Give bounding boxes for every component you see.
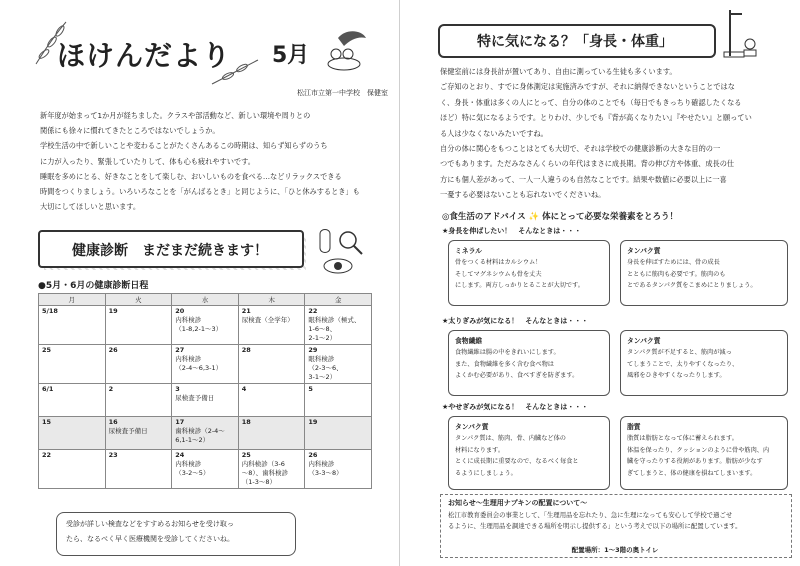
calendar-week-row (39, 450, 372, 489)
calendar-day-cell (305, 384, 372, 417)
magnifier-eye-icon (314, 226, 370, 278)
body-line: く、身長・体重は多くの人にとって、自分の体のことでも（毎日でもきっちり確認したくなる (440, 97, 742, 107)
calendar-event: 眼科検診 （2-3～6、 3-1～2） (308, 355, 343, 381)
calendar-day-cell (39, 384, 106, 417)
intro-line: 睡眠を多めにとる、好きなことをして楽しむ、おいしいものを食べる…などリラックスできる (40, 171, 342, 181)
calendar-week-row (39, 384, 372, 417)
body-line: ほど）特に気になるようです。とりわけ、少しでも『背が高くなりたい』『やせたい』と願ってい (440, 113, 752, 123)
calendar-header-cell: 金 (305, 294, 372, 306)
calendar-date: 26 (308, 451, 318, 459)
nutrient-card (448, 416, 610, 490)
calendar-day-cell (172, 306, 239, 345)
note-line: たら、なるべく早く医療機関を受診してくださいね。 (66, 535, 234, 543)
schedule-title: ●5月・6月の健康診断日程 (38, 281, 149, 291)
nutrient-name: タンパク質 (455, 423, 489, 431)
intro-text (40, 108, 380, 214)
body-line: つでもあります。ただみなさんくらいの年代はまさに成長期。背の伸び方や体重、成長の仕 (440, 159, 735, 169)
nutrient-name: 食物繊維 (455, 337, 483, 345)
calendar-date: 29 (308, 346, 318, 354)
calendar-event: 歯科検診（2-4～ 6,1-1～2） (175, 427, 225, 444)
body-line: 一憂する必要はないことも忘れないでくださいね。 (440, 190, 606, 200)
calendar-header-cell: 木 (238, 294, 305, 306)
calendar-day-cell (238, 306, 305, 345)
month-label: 5月 (272, 43, 310, 68)
calendar-date: 2 (108, 385, 114, 393)
calendar-event: 尿検査予備日 (175, 394, 215, 402)
calendar-event: 眼科検診（極式、 1-6～8、 2-1～2） (308, 316, 361, 342)
calendar-date: 27 (175, 346, 185, 354)
calendar-date: 20 (175, 307, 185, 315)
intro-line: 時間をつくりましょう。いろいろなことを「がんばるとき」と同じように、「ひと休みするとき」も (40, 187, 360, 197)
nutrient-name: 脂質 (627, 423, 641, 431)
intro-line: に力が入ったり、緊張していたりして、体も心も疲れやすいです。 (40, 156, 255, 166)
nutrient-card (620, 240, 788, 306)
calendar-date: 16 (108, 418, 118, 426)
nutrient-name: タンパク質 (627, 247, 661, 255)
nutrient-text: タンパク質は、筋肉、骨、内臓など体の 材料になります。 とくに成長期に重要なので、なるべく毎食と るようにしましょう。 (455, 435, 579, 477)
calendar-day-cell (172, 384, 239, 417)
calendar-date: 24 (175, 451, 185, 459)
nutrient-name: ミネラル (455, 247, 482, 255)
calendar-day-cell (105, 345, 172, 384)
body-line: ご存知のとおり、すでに身体測定は実施済みですが、それに納得できないということではな (440, 82, 735, 92)
calendar-day-cell (105, 450, 172, 489)
body-line: 自分の体に関心をもつことはとても大切で、それは学校での健康診断の大きな目的の一 (440, 144, 721, 154)
calendar-date: 22 (308, 307, 318, 315)
calendar-date: 4 (241, 385, 247, 393)
calendar-date: 21 (241, 307, 251, 315)
calendar-header-row (39, 294, 372, 306)
intro-line: 学校生活の中で新しいことや変わることがたくさんあるこの時期は、知らず知らずのうち (40, 141, 328, 151)
calendar-date: 15 (42, 418, 52, 426)
notice-body (448, 510, 784, 532)
section-title: 特に気になる？「身長・体重」 (477, 34, 673, 50)
calendar-date: 25 (42, 346, 52, 354)
calendar-date: 17 (175, 418, 185, 426)
bird-nest-icon (318, 24, 370, 74)
calendar-day-cell (305, 417, 372, 450)
calendar-day-cell (172, 345, 239, 384)
right-page (400, 0, 800, 566)
calendar-header-cell: 月 (39, 294, 106, 306)
intro-line: 関係にも徐々に慣れてきたところではないでしょうか。 (40, 126, 220, 136)
intro-line: 大切にしてほしいと思います。 (40, 202, 141, 212)
calendar-week-row (39, 345, 372, 384)
calendar-event: 内科検診 （3-3～8） (308, 460, 343, 477)
nutrient-text: 骨をつくる材料はカルシウム！ そしてマグネシウムも骨を丈夫 にします。両方しっかりとることが大切です。 (455, 259, 584, 289)
note-line: 受診が詳しい検査などをすすめるお知らせを受け取っ (66, 520, 234, 528)
calendar-day-cell (238, 450, 305, 489)
newsletter-title: ほけんだより (57, 39, 232, 72)
calendar-date: 5/18 (42, 307, 58, 315)
calendar-day-cell (238, 384, 305, 417)
calendar-day-cell (305, 345, 372, 384)
calendar-header-cell: 水 (172, 294, 239, 306)
height-scale-icon (722, 6, 758, 60)
section-heading: ★身長を伸ばしたい！ そんなときは・・・ (442, 227, 582, 235)
nutrient-text: 身長を伸ばすためには、骨の成長 とともに筋肉も必要です。筋肉のも とであるタンパク質をこまめにとりましょう。 (627, 259, 757, 289)
calendar-week-row (39, 417, 372, 450)
calendar-day-cell (172, 450, 239, 489)
school-name: 松江市立第一中学校 保健室 (297, 89, 388, 97)
height-weight-text (440, 64, 792, 203)
calendar-date: 19 (308, 418, 318, 426)
calendar-day-cell (39, 306, 106, 345)
nutrient-name: タンパク質 (627, 337, 661, 345)
calendar-day-cell (238, 417, 305, 450)
calendar-date: 22 (42, 451, 52, 459)
calendar-header-cell: 火 (105, 294, 172, 306)
notice-title: お知らせ～生理用ナプキンの配置について～ (448, 499, 588, 507)
calendar-date: 5 (308, 385, 313, 393)
nutrient-card (620, 416, 788, 490)
calendar-day-cell (238, 345, 305, 384)
notice-line: るように、生理用品を調達できる場所を明示し提供する」という考えで以下の場所に配置しています。 (448, 522, 742, 530)
nutrient-card (620, 330, 788, 396)
calendar-day-cell (105, 417, 172, 450)
calendar-day-cell (39, 345, 106, 384)
calendar-date: 25 (241, 451, 251, 459)
notice-place: 配置場所：1～3階の奥トイレ (571, 546, 659, 554)
body-line: 保健室前には身長計が置いてあり、自由に測っている生徒も多くいます。 (440, 67, 677, 76)
checkup-calendar (38, 293, 372, 489)
calendar-event: 内科検診 （2-4～6,3-1） (175, 355, 223, 372)
nutrient-text: 脂質は脂肪となって体に蓄えられます。 体温を保ったり、クッションのように骨や筋肉、内 臓を守ったりする役割があります。脂肪が少なす ぎてしまうと、体の健康を損ねてしまいます。 (627, 435, 770, 477)
notice-line: 松江市教育委員会の事業として、「生理用品を忘れたり、急に生理になっても安心して学校で過ごせ (448, 511, 733, 519)
advice-title: ◎食生活のアドバイス ✨ 体にとって必要な栄養素をとろう！ (442, 212, 678, 222)
calendar-day-cell (105, 384, 172, 417)
calendar-date: 23 (108, 451, 118, 459)
calendar-day-cell (39, 450, 106, 489)
section-heading: ★やせぎみが気になる！ そんなときは・・・ (442, 403, 589, 411)
calendar-day-cell (39, 417, 106, 450)
nutrient-card (448, 330, 610, 396)
section-heading: ★太りぎみが気になる！ そんなときは・・・ (442, 317, 589, 325)
calendar-body (39, 306, 372, 489)
calendar-event: 内科検診 （3-2～5） (175, 460, 210, 477)
calendar-day-cell (305, 450, 372, 489)
body-line: る人は少なくないみたいですね。 (440, 128, 548, 138)
nutrient-card (448, 240, 610, 306)
calendar-day-cell (105, 306, 172, 345)
intro-line: 新年度が始まって1か月が経ちました。クラスや部活動など、新しい環境や周りとの (40, 111, 311, 120)
note-text (66, 517, 288, 547)
calendar-date: 26 (108, 346, 118, 354)
calendar-date: 19 (108, 307, 118, 315)
calendar-week-row (39, 306, 372, 345)
calendar-date: 28 (241, 346, 251, 354)
calendar-event: 内科検診 （1-8,2-1～3） (175, 316, 223, 333)
banner-heading: 健康診断 まだまだ続きます！ (72, 243, 268, 259)
calendar-event: 尿検査予備日 (108, 427, 148, 435)
calendar-date: 3 (175, 385, 180, 393)
calendar-event: 尿検査（全学年） (241, 316, 294, 324)
calendar-day-cell (172, 417, 239, 450)
nutrient-text: タンパク質が不足すると、筋肉が減っ てしまうことで、太りやすくなったり、 風邪をひきやすくなったりします。 (627, 349, 739, 379)
nutrient-text: 食物繊維は腸の中をきれいにします。 また、食物繊維を多く含む食べ物は よくかむ必要があり、食べすぎを防ぎます。 (455, 349, 579, 379)
body-line: 方にも個人差があって、一人一人違うのも自然なことです。結果や数値に必要以上に一喜 (440, 174, 727, 184)
calendar-date: 18 (241, 418, 251, 426)
calendar-date: 6/1 (42, 385, 54, 393)
calendar-event: 内科検診（3-6 ～8）、歯科検診 （1-3～8） (241, 460, 289, 486)
calendar-day-cell (305, 306, 372, 345)
